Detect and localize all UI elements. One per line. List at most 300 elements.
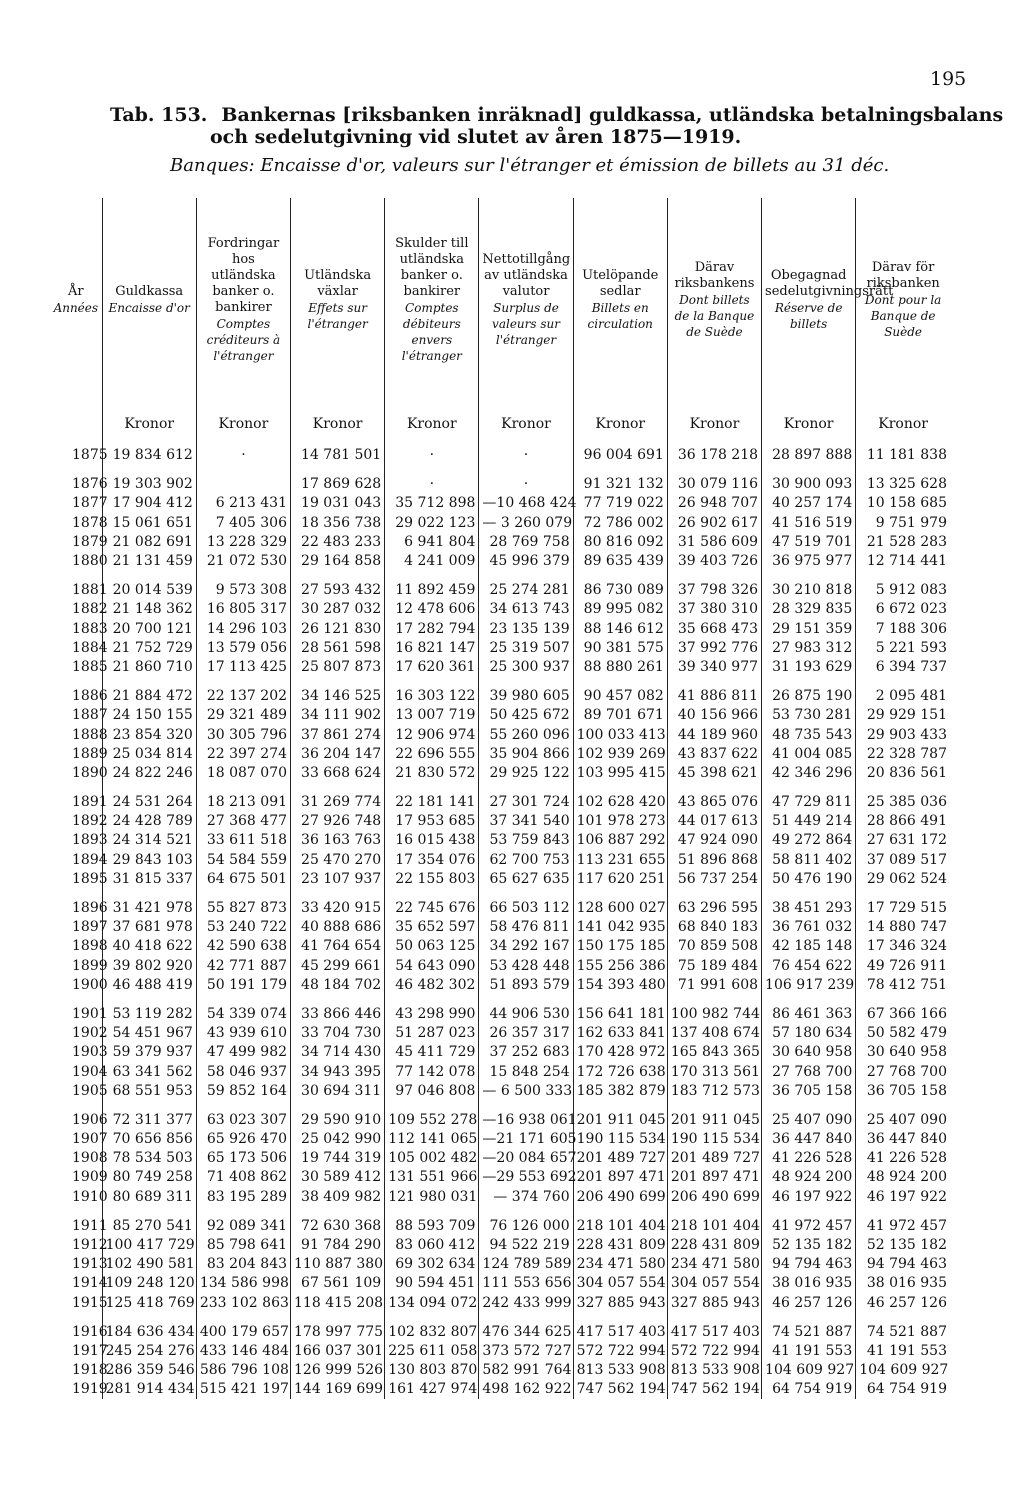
value-cell: 11 181 838 bbox=[856, 446, 950, 465]
value-cell: 40 418 622 bbox=[102, 937, 196, 956]
value-cell: 36 204 147 bbox=[291, 745, 385, 764]
table-row bbox=[50, 1082, 950, 1101]
table-row bbox=[50, 494, 950, 513]
year-cell: 1881 bbox=[72, 582, 108, 599]
year-cell: 1892 bbox=[72, 813, 108, 830]
value-cell: 13 325 628 bbox=[856, 465, 950, 494]
value-cell: 105 002 482 bbox=[385, 1149, 479, 1168]
value-cell: 162 633 841 bbox=[573, 1024, 667, 1043]
value-cell: 30 900 093 bbox=[762, 465, 856, 494]
value-cell: 90 594 451 bbox=[385, 1274, 479, 1293]
year-cell: 1880 bbox=[72, 553, 108, 570]
value-cell: 156 641 181 bbox=[573, 995, 667, 1024]
table-row bbox=[50, 1062, 950, 1081]
value-cell: 40 888 686 bbox=[291, 918, 385, 937]
page-number: 195 bbox=[930, 68, 967, 90]
year-cell: 1893 bbox=[72, 832, 108, 849]
year-cell: 1919 bbox=[72, 1381, 108, 1398]
value-cell: 17 904 412 bbox=[102, 494, 196, 513]
value-cell: 150 175 185 bbox=[573, 937, 667, 956]
unit-label bbox=[50, 402, 102, 446]
value-cell: 54 643 090 bbox=[385, 957, 479, 976]
value-cell: 30 210 818 bbox=[762, 571, 856, 600]
year-cell: 1898 bbox=[72, 938, 108, 955]
value-cell: 38 016 935 bbox=[762, 1274, 856, 1293]
table-row bbox=[50, 783, 950, 812]
value-cell: 31 815 337 bbox=[102, 870, 196, 889]
year-cell: 1903 bbox=[72, 1044, 108, 1061]
value-cell: 24 428 789 bbox=[102, 812, 196, 831]
value-cell: 21 082 691 bbox=[102, 533, 196, 552]
value-cell: 31 421 978 bbox=[102, 889, 196, 918]
value-cell: 50 425 672 bbox=[479, 706, 573, 725]
value-cell: 373 572 727 bbox=[479, 1342, 573, 1361]
value-cell: 21 860 710 bbox=[102, 658, 196, 677]
year-cell: 1902 bbox=[72, 1025, 108, 1042]
value-cell: — 6 500 333 bbox=[479, 1082, 573, 1101]
value-cell: 19 031 043 bbox=[291, 494, 385, 513]
value-cell: 22 328 787 bbox=[856, 745, 950, 764]
year-cell: 1905 bbox=[72, 1082, 108, 1099]
unit-label: Kronor bbox=[479, 402, 573, 446]
column-header-swedish: Skulder till utländska banker o. bankirer bbox=[395, 236, 469, 299]
value-cell: 23 107 937 bbox=[291, 870, 385, 889]
value-cell: 42 771 887 bbox=[196, 957, 290, 976]
table-row bbox=[50, 1130, 950, 1149]
value-cell: — 3 260 079 bbox=[479, 514, 573, 533]
value-cell: 59 379 937 bbox=[102, 1043, 196, 1062]
value-cell: 35 668 473 bbox=[667, 620, 761, 639]
value-cell: 234 471 580 bbox=[573, 1255, 667, 1274]
table-row bbox=[50, 1380, 950, 1399]
value-cell: 91 321 132 bbox=[573, 465, 667, 494]
value-cell: 37 089 517 bbox=[856, 851, 950, 870]
column-header bbox=[196, 198, 290, 402]
value-cell: 2 095 481 bbox=[856, 677, 950, 706]
value-cell: 4 241 009 bbox=[385, 552, 479, 571]
column-header bbox=[385, 198, 479, 402]
value-cell: 29 151 359 bbox=[762, 620, 856, 639]
value-cell: 26 121 830 bbox=[291, 620, 385, 639]
value-cell: 53 428 448 bbox=[479, 957, 573, 976]
value-cell: 17 729 515 bbox=[856, 889, 950, 918]
value-cell: 68 840 183 bbox=[667, 918, 761, 937]
value-cell: 86 461 363 bbox=[762, 995, 856, 1024]
table-row bbox=[50, 1274, 950, 1293]
value-cell: 51 449 214 bbox=[762, 812, 856, 831]
value-cell: 110 887 380 bbox=[291, 1255, 385, 1274]
value-cell: 15 061 651 bbox=[102, 514, 196, 533]
column-header bbox=[667, 198, 761, 402]
value-cell: 38 451 293 bbox=[762, 889, 856, 918]
value-cell: 201 911 045 bbox=[573, 1101, 667, 1130]
value-cell: 5 912 083 bbox=[856, 571, 950, 600]
value-cell: 23 135 139 bbox=[479, 620, 573, 639]
table-row bbox=[50, 889, 950, 918]
value-cell: 100 982 744 bbox=[667, 995, 761, 1024]
value-cell: 22 397 274 bbox=[196, 745, 290, 764]
value-cell: 417 517 403 bbox=[667, 1313, 761, 1342]
column-header-french: Dont billets de la Banque de Suède bbox=[674, 293, 755, 339]
value-cell: 165 843 365 bbox=[667, 1043, 761, 1062]
value-cell: 30 305 796 bbox=[196, 725, 290, 744]
value-cell: 80 816 092 bbox=[573, 533, 667, 552]
value-cell: 77 142 078 bbox=[385, 1062, 479, 1081]
year-cell: 1896 bbox=[72, 900, 108, 917]
value-cell: 58 476 811 bbox=[479, 918, 573, 937]
value-cell: 41 226 528 bbox=[762, 1149, 856, 1168]
value-cell: 37 380 310 bbox=[667, 600, 761, 619]
value-cell: 813 533 908 bbox=[573, 1361, 667, 1380]
value-cell: 47 519 701 bbox=[762, 533, 856, 552]
value-cell: 63 023 307 bbox=[196, 1101, 290, 1130]
value-cell: 7 405 306 bbox=[196, 514, 290, 533]
value-cell: 40 257 174 bbox=[762, 494, 856, 513]
value-cell: 78 534 503 bbox=[102, 1149, 196, 1168]
value-cell: 28 866 491 bbox=[856, 812, 950, 831]
value-cell: 91 784 290 bbox=[291, 1236, 385, 1255]
column-header-swedish: Fordringar hos utländska banker o. bankirer bbox=[207, 236, 280, 315]
value-cell: 15 848 254 bbox=[479, 1062, 573, 1081]
value-cell: 19 303 902 bbox=[102, 465, 196, 494]
value-cell: 17 869 628 bbox=[291, 465, 385, 494]
year-cell: 1915 bbox=[72, 1294, 108, 1311]
value-cell: 43 837 622 bbox=[667, 745, 761, 764]
value-cell: 41 764 654 bbox=[291, 937, 385, 956]
column-header-french: Billets en circulation bbox=[587, 301, 653, 331]
value-cell: 304 057 554 bbox=[573, 1274, 667, 1293]
value-cell: 72 311 377 bbox=[102, 1101, 196, 1130]
value-cell: 53 730 281 bbox=[762, 706, 856, 725]
value-cell: 49 726 911 bbox=[856, 957, 950, 976]
year-cell: 1917 bbox=[72, 1342, 108, 1359]
value-cell: 117 620 251 bbox=[573, 870, 667, 889]
value-cell: 33 866 446 bbox=[291, 995, 385, 1024]
value-cell: 54 451 967 bbox=[102, 1024, 196, 1043]
value-cell: 22 155 803 bbox=[385, 870, 479, 889]
value-cell: 52 135 182 bbox=[762, 1236, 856, 1255]
value-cell: · bbox=[479, 446, 573, 465]
value-cell: 124 789 589 bbox=[479, 1255, 573, 1274]
value-cell: 228 431 809 bbox=[667, 1236, 761, 1255]
value-cell: 37 681 978 bbox=[102, 918, 196, 937]
table-row bbox=[50, 745, 950, 764]
value-cell: 34 111 902 bbox=[291, 706, 385, 725]
value-cell: 103 995 415 bbox=[573, 764, 667, 783]
value-cell: 65 627 635 bbox=[479, 870, 573, 889]
value-cell: —21 171 605 bbox=[479, 1130, 573, 1149]
value-cell: 21 131 459 bbox=[102, 552, 196, 571]
value-cell: 41 191 553 bbox=[762, 1342, 856, 1361]
value-cell: 242 433 999 bbox=[479, 1294, 573, 1313]
value-cell: 26 357 317 bbox=[479, 1024, 573, 1043]
title-line-2: och sedelutgivning vid slutet av åren 1875—1919. bbox=[210, 126, 742, 148]
value-cell: 144 169 699 bbox=[291, 1380, 385, 1399]
year-cell: 1882 bbox=[72, 601, 108, 618]
value-cell: 85 270 541 bbox=[102, 1207, 196, 1236]
value-cell: 304 057 554 bbox=[667, 1274, 761, 1293]
value-cell: 25 300 937 bbox=[479, 658, 573, 677]
value-cell: 37 861 274 bbox=[291, 725, 385, 744]
value-cell: 18 213 091 bbox=[196, 783, 290, 812]
value-cell: 417 517 403 bbox=[573, 1313, 667, 1342]
year-cell: 1879 bbox=[72, 533, 108, 550]
value-cell: —10 468 424 bbox=[479, 494, 573, 513]
year-cell: 1906 bbox=[72, 1111, 108, 1128]
table-row bbox=[50, 1342, 950, 1361]
value-cell: 17 953 685 bbox=[385, 812, 479, 831]
value-cell: 80 749 258 bbox=[102, 1168, 196, 1187]
table-row bbox=[50, 937, 950, 956]
column-header-french: Réserve de billets bbox=[774, 301, 843, 331]
table-row bbox=[50, 1255, 950, 1274]
value-cell: 96 004 691 bbox=[573, 446, 667, 465]
value-cell: 35 652 597 bbox=[385, 918, 479, 937]
value-cell: 31 586 609 bbox=[667, 533, 761, 552]
year-cell: 1909 bbox=[72, 1169, 108, 1186]
value-cell: 172 726 638 bbox=[573, 1062, 667, 1081]
value-cell: 72 630 368 bbox=[291, 1207, 385, 1236]
value-cell: 17 354 076 bbox=[385, 851, 479, 870]
value-cell: 34 714 430 bbox=[291, 1043, 385, 1062]
value-cell: 41 191 553 bbox=[856, 1342, 950, 1361]
value-cell: 48 184 702 bbox=[291, 976, 385, 995]
value-cell: 19 834 612 bbox=[102, 446, 196, 465]
column-header-french: Encaisse d'or bbox=[108, 301, 190, 315]
value-cell bbox=[196, 465, 290, 494]
value-cell: · bbox=[385, 465, 479, 494]
value-cell: 45 996 379 bbox=[479, 552, 573, 571]
value-cell: 94 794 463 bbox=[762, 1255, 856, 1274]
year-cell: 1904 bbox=[72, 1063, 108, 1080]
table-row bbox=[50, 1043, 950, 1062]
value-cell: 29 321 489 bbox=[196, 706, 290, 725]
value-cell: 54 339 074 bbox=[196, 995, 290, 1024]
value-cell: 29 062 524 bbox=[856, 870, 950, 889]
column-header bbox=[50, 198, 102, 402]
value-cell: 92 089 341 bbox=[196, 1207, 290, 1236]
year-cell: 1890 bbox=[72, 764, 108, 781]
value-cell: 29 925 122 bbox=[479, 764, 573, 783]
table-row bbox=[50, 725, 950, 744]
table-row bbox=[50, 1101, 950, 1130]
value-cell: 22 483 233 bbox=[291, 533, 385, 552]
value-cell: 51 287 023 bbox=[385, 1024, 479, 1043]
column-header bbox=[762, 198, 894, 402]
value-cell: 56 737 254 bbox=[667, 870, 761, 889]
value-cell: 21 884 472 bbox=[102, 677, 196, 706]
value-cell: 113 231 655 bbox=[573, 851, 667, 870]
value-cell: 33 611 518 bbox=[196, 831, 290, 850]
value-cell: 36 447 840 bbox=[762, 1130, 856, 1149]
year-cell: 1875 bbox=[72, 447, 108, 464]
value-cell: 45 299 661 bbox=[291, 957, 385, 976]
year-cell: 1913 bbox=[72, 1256, 108, 1273]
value-cell: 33 668 624 bbox=[291, 764, 385, 783]
value-cell: 64 754 919 bbox=[762, 1380, 856, 1399]
value-cell: 17 620 361 bbox=[385, 658, 479, 677]
value-cell: 65 173 506 bbox=[196, 1149, 290, 1168]
value-cell: 63 341 562 bbox=[102, 1062, 196, 1081]
value-cell: 13 007 719 bbox=[385, 706, 479, 725]
value-cell: 18 087 070 bbox=[196, 764, 290, 783]
value-cell: 6 941 804 bbox=[385, 533, 479, 552]
value-cell: 44 017 613 bbox=[667, 812, 761, 831]
value-cell: 190 115 534 bbox=[573, 1130, 667, 1149]
table-row bbox=[50, 514, 950, 533]
value-cell: 39 403 726 bbox=[667, 552, 761, 571]
column-header-swedish: Utelöpande sedlar bbox=[582, 268, 659, 299]
value-cell: 25 034 814 bbox=[102, 745, 196, 764]
year-cell: 1895 bbox=[72, 870, 108, 887]
value-cell: 48 924 200 bbox=[856, 1168, 950, 1187]
value-cell: 102 939 269 bbox=[573, 745, 667, 764]
value-cell: 51 896 868 bbox=[667, 851, 761, 870]
column-header-swedish: Därav för riksbanken bbox=[866, 260, 940, 291]
value-cell: 29 903 433 bbox=[856, 725, 950, 744]
table-row bbox=[50, 831, 950, 850]
value-cell: 25 407 090 bbox=[762, 1101, 856, 1130]
value-cell: 37 992 776 bbox=[667, 639, 761, 658]
value-cell: 45 411 729 bbox=[385, 1043, 479, 1062]
value-cell: 34 146 525 bbox=[291, 677, 385, 706]
value-cell: 141 042 935 bbox=[573, 918, 667, 937]
value-cell: 89 995 082 bbox=[573, 600, 667, 619]
value-cell: 128 600 027 bbox=[573, 889, 667, 918]
value-cell: 36 705 158 bbox=[762, 1082, 856, 1101]
column-header bbox=[102, 198, 196, 402]
table-row bbox=[50, 1361, 950, 1380]
value-cell: 25 274 281 bbox=[479, 571, 573, 600]
value-cell: 170 428 972 bbox=[573, 1043, 667, 1062]
value-cell: 67 561 109 bbox=[291, 1274, 385, 1293]
value-cell: 25 319 507 bbox=[479, 639, 573, 658]
table-body bbox=[50, 402, 950, 1399]
value-cell: 28 769 758 bbox=[479, 533, 573, 552]
value-cell: 400 179 657 bbox=[196, 1313, 290, 1342]
value-cell: 9 573 308 bbox=[196, 571, 290, 600]
value-cell: · bbox=[385, 446, 479, 465]
value-cell: 64 675 501 bbox=[196, 870, 290, 889]
value-cell: 24 531 264 bbox=[102, 783, 196, 812]
value-cell: 36 761 032 bbox=[762, 918, 856, 937]
value-cell: 51 893 579 bbox=[479, 976, 573, 995]
value-cell: 102 490 581 bbox=[102, 1255, 196, 1274]
value-cell: 47 924 090 bbox=[667, 831, 761, 850]
value-cell: 12 906 974 bbox=[385, 725, 479, 744]
value-cell: —16 938 061 bbox=[479, 1101, 573, 1130]
year-cell: 1899 bbox=[72, 957, 108, 974]
value-cell: 101 978 273 bbox=[573, 812, 667, 831]
value-cell: 58 811 402 bbox=[762, 851, 856, 870]
value-cell: 34 613 743 bbox=[479, 600, 573, 619]
column-header-swedish: Utländska växlar bbox=[304, 268, 372, 299]
value-cell: · bbox=[479, 465, 573, 494]
value-cell: 106 887 292 bbox=[573, 831, 667, 850]
value-cell: 41 972 457 bbox=[762, 1207, 856, 1236]
table-row bbox=[50, 658, 950, 677]
value-cell: 26 875 190 bbox=[762, 677, 856, 706]
value-cell: 19 744 319 bbox=[291, 1149, 385, 1168]
value-cell: 89 701 671 bbox=[573, 706, 667, 725]
value-cell: 30 694 311 bbox=[291, 1082, 385, 1101]
value-cell: 206 490 699 bbox=[667, 1188, 761, 1207]
table-number: Tab. 153. bbox=[110, 104, 208, 126]
value-cell: 37 341 540 bbox=[479, 812, 573, 831]
value-cell: 170 313 561 bbox=[667, 1062, 761, 1081]
value-cell: 21 752 729 bbox=[102, 639, 196, 658]
value-cell: 74 521 887 bbox=[762, 1313, 856, 1342]
value-cell: 36 447 840 bbox=[856, 1130, 950, 1149]
value-cell: 27 768 700 bbox=[762, 1062, 856, 1081]
value-cell: 11 892 459 bbox=[385, 571, 479, 600]
value-cell: 71 408 862 bbox=[196, 1168, 290, 1187]
column-header-french: Années bbox=[53, 301, 99, 315]
value-cell: 69 302 634 bbox=[385, 1255, 479, 1274]
value-cell: 572 722 994 bbox=[573, 1342, 667, 1361]
table-row bbox=[50, 764, 950, 783]
header-row bbox=[50, 198, 950, 402]
value-cell: 245 254 276 bbox=[102, 1342, 196, 1361]
year-cell: 1884 bbox=[72, 639, 108, 656]
value-cell: 28 561 598 bbox=[291, 639, 385, 658]
value-cell: 10 158 685 bbox=[856, 494, 950, 513]
year-cell: 1897 bbox=[72, 919, 108, 936]
value-cell: 27 368 477 bbox=[196, 812, 290, 831]
table-row bbox=[50, 1207, 950, 1236]
value-cell: 68 551 953 bbox=[102, 1082, 196, 1101]
value-cell: 20 700 121 bbox=[102, 620, 196, 639]
value-cell: 90 381 575 bbox=[573, 639, 667, 658]
value-cell: 24 822 246 bbox=[102, 764, 196, 783]
value-cell: 201 897 471 bbox=[667, 1168, 761, 1187]
value-cell: 94 794 463 bbox=[856, 1255, 950, 1274]
table-row bbox=[50, 976, 950, 995]
value-cell: 6 394 737 bbox=[856, 658, 950, 677]
value-cell: 134 586 998 bbox=[196, 1274, 290, 1293]
value-cell: 65 926 470 bbox=[196, 1130, 290, 1149]
value-cell: 86 730 089 bbox=[573, 571, 667, 600]
year-cell: 1912 bbox=[72, 1237, 108, 1254]
value-cell: 76 454 622 bbox=[762, 957, 856, 976]
value-cell: 20 014 539 bbox=[102, 571, 196, 600]
value-cell: — 374 760 bbox=[479, 1188, 573, 1207]
value-cell: 78 412 751 bbox=[856, 976, 950, 995]
unit-label: Kronor bbox=[291, 402, 385, 446]
value-cell: 100 033 413 bbox=[573, 725, 667, 744]
value-cell: 46 488 419 bbox=[102, 976, 196, 995]
value-cell: 46 197 922 bbox=[762, 1188, 856, 1207]
value-cell: 747 562 194 bbox=[573, 1380, 667, 1399]
value-cell: 225 611 058 bbox=[385, 1342, 479, 1361]
year-cell: 1901 bbox=[72, 1005, 108, 1022]
value-cell: 572 722 994 bbox=[667, 1342, 761, 1361]
value-cell: 130 803 870 bbox=[385, 1361, 479, 1380]
value-cell: 12 478 606 bbox=[385, 600, 479, 619]
value-cell: 83 195 289 bbox=[196, 1188, 290, 1207]
value-cell: 89 635 439 bbox=[573, 552, 667, 571]
value-cell: 41 972 457 bbox=[856, 1207, 950, 1236]
value-cell: 14 880 747 bbox=[856, 918, 950, 937]
value-cell: 22 181 141 bbox=[385, 783, 479, 812]
value-cell: 121 980 031 bbox=[385, 1188, 479, 1207]
value-cell: 7 188 306 bbox=[856, 620, 950, 639]
year-cell: 1910 bbox=[72, 1188, 108, 1205]
column-header-swedish: Obegagnad sedelutgivningsrätt bbox=[765, 268, 894, 299]
value-cell: 47 499 982 bbox=[196, 1043, 290, 1062]
value-cell: 36 705 158 bbox=[856, 1082, 950, 1101]
value-cell: 47 729 811 bbox=[762, 783, 856, 812]
